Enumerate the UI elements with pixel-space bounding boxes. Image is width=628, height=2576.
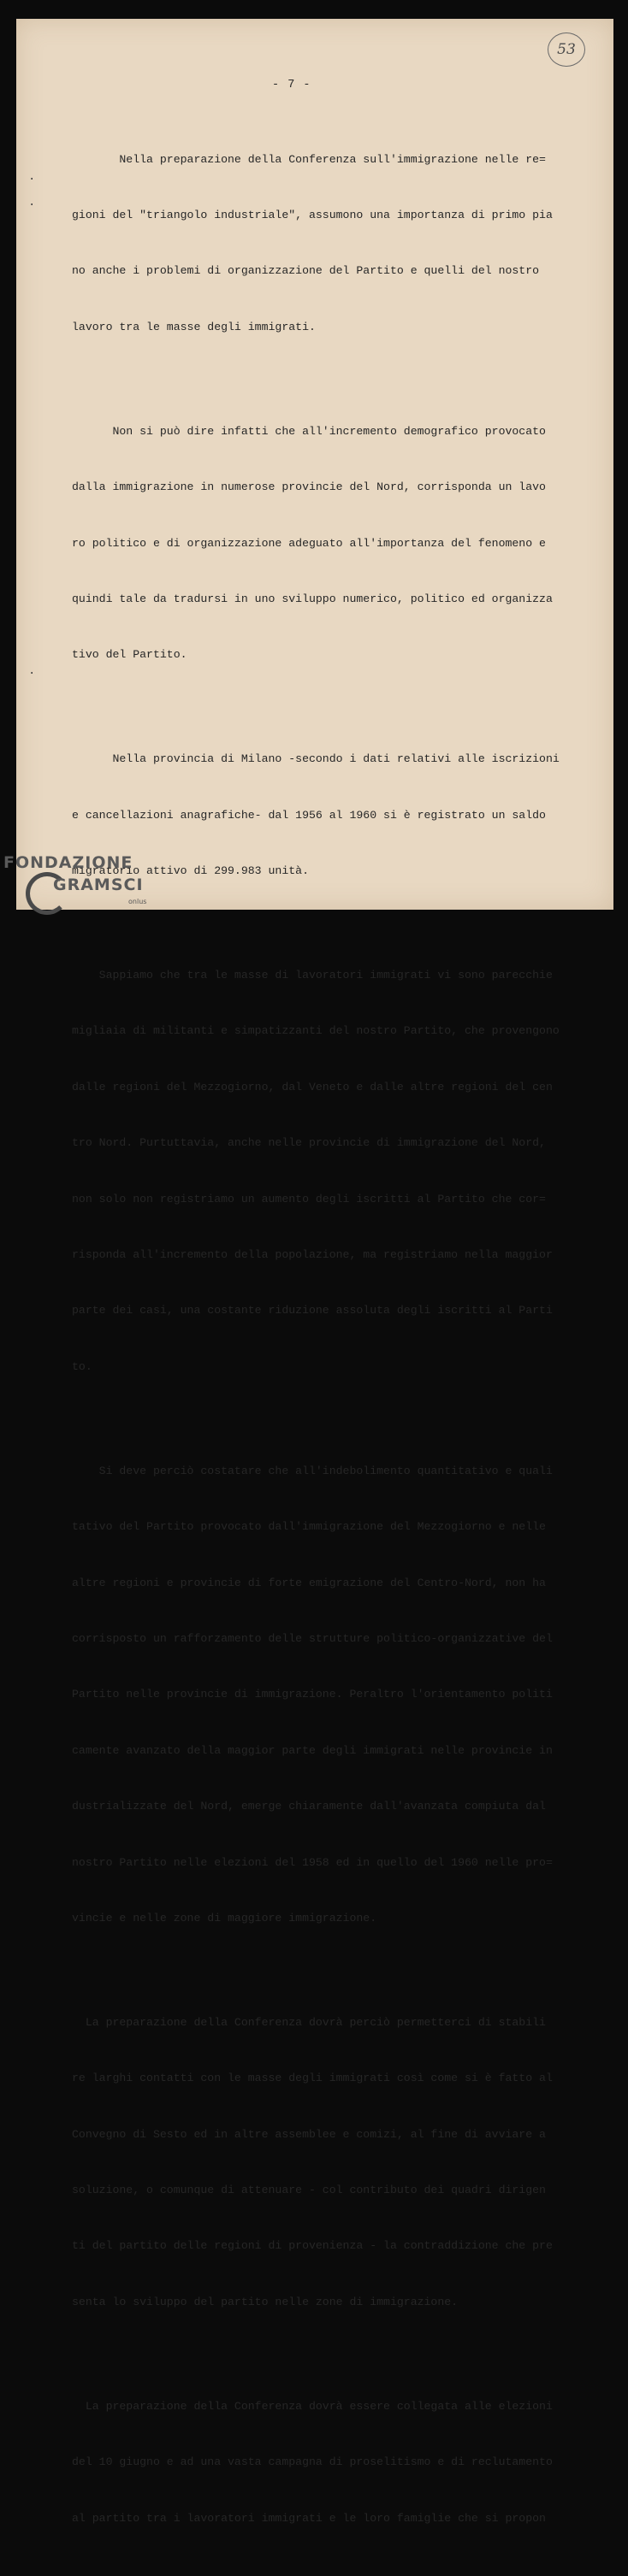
watermark-line-1: FONDAZIONE: [3, 853, 133, 872]
text-line: corrisposto un rafforzamento delle strutture politico-organizzative del: [72, 1631, 553, 1645]
margin-mark: ·: [28, 173, 36, 186]
paragraph-4: [72, 928, 560, 1413]
paragraph-7: [72, 2360, 556, 2565]
text-line: dalla immigrazione in numerose provincie del Nord, corrisponda un lavo: [72, 480, 546, 494]
text-line: gioni del "triangolo industriale", assumono una importanza di primo pia: [72, 208, 553, 221]
text-line: La preparazione della Conferenza dovrà essere collegata alle elezioni: [72, 2399, 553, 2413]
text-line: tro Nord. Purtuttavia, anche nelle provincie di immigrazione del Nord,: [72, 1136, 546, 1150]
watermark-line-2: GRAMSCI: [53, 875, 144, 894]
text-line: migratorio attivo di 299.983 unità.: [72, 864, 309, 878]
text-line: Non si può dire infatti che all'incremento demografico provocato: [72, 424, 546, 438]
page-number: - 7 -: [272, 79, 311, 91]
paragraph-3: [72, 713, 560, 918]
text-line: Si deve perciò costatare che all'indebolimento quantitativo e quali: [72, 1464, 553, 1477]
text-line: no anche i problemi di organizzazione del Partito e quelli del nostro: [72, 264, 540, 278]
text-line: tivo del Partito.: [72, 648, 187, 662]
text-line: to.: [72, 1359, 92, 1373]
paragraph-2: [72, 385, 556, 702]
watermark-suffix: onlus: [128, 898, 147, 905]
margin-mark: ·: [28, 667, 36, 681]
text-line: Convegno di Sesto ed in altre assemblee e comizi, al fine di avviare a: [72, 2127, 546, 2141]
paragraph-5: [72, 1424, 556, 1965]
text-line: migliaia di militanti e simpatizzanti del nostro Partito, che provengono: [72, 1024, 560, 1038]
text-line: dalle regioni del Mezzogiorno, dal Veneto e dalle altre regioni del cen: [72, 1080, 553, 1093]
text-line: ti del partito delle regioni di provenienza - la contraddizione che pre: [72, 2239, 553, 2253]
text-line: Sappiamo che tra le masse di lavoratori immigrati vi sono parecchie: [72, 969, 553, 982]
text-line: lavoro tra le masse degli immigrati.: [72, 320, 316, 333]
text-line: re larghi contatti con le masse degli immigrati così come si è fatto al: [72, 2072, 553, 2085]
margin-mark: ·: [28, 198, 36, 212]
text-line: Partito nelle provincie di immigrazione. Peraltro l'orientamento politi: [72, 1688, 553, 1701]
text-line: quindi tale da tradursi in uno sviluppo numerico, politico ed organizza: [72, 592, 553, 605]
text-line: del 10 giugno e ad una vasta campagna di proselitismo e di reclutamento: [72, 2455, 553, 2469]
paragraph-1: [72, 113, 556, 374]
text-line: risponda all'incremento della popolazione, ma registriamo nella maggior: [72, 1248, 553, 1262]
text-line: nostro Partito nelle elezioni del 1958 ed in quello del 1960 nelle pro=: [72, 1855, 553, 1869]
text-line: camente avanzato della maggior parte degli immigrati nelle provincie in: [72, 1743, 553, 1757]
text-line: al partito tra i lavoratori immigrati e le loro famiglie che si propon: [72, 2511, 546, 2525]
document-body: [72, 113, 560, 2576]
text-line: Nella provincia di Milano -secondo i dati relativi alle iscrizioni: [72, 752, 560, 766]
text-line: non solo non registriamo un aumento degli iscritti al Partito che cor=: [72, 1192, 546, 1205]
text-line: dustrializzate del Nord, emerge chiaramente dall'avanzata compiuta dal: [72, 1800, 546, 1813]
text-line: parte dei casi, una costante riduzione assoluta degli iscritti al Parti: [72, 1304, 553, 1317]
text-line: senta lo sviluppo del partito nelle zone di immigrazione.: [72, 2295, 459, 2308]
text-line: Nella preparazione della Conferenza sull'immigrazione nelle re=: [72, 152, 546, 166]
text-line: vincie e nelle zone di maggiore immigrazione.: [72, 1911, 377, 1925]
text-line: e cancellazioni anagrafiche- dal 1956 al 1960 si è registrato un saldo: [72, 808, 546, 822]
fondazione-gramsci-watermark: [3, 853, 147, 905]
text-line: altre regioni e provincie di forte emigrazione del Centro-Nord, non ha: [72, 1576, 546, 1589]
text-line: soluzione, o comunque di attenuare - col contributo dei quadri dirigen: [72, 2184, 546, 2197]
text-line: tativo del Partito provocato dall'immigrazione del Mezzogiorno e nelle: [72, 1520, 546, 1534]
text-line: La preparazione della Conferenza dovrà perciò permetterci di stabili: [72, 2015, 546, 2029]
archive-number: 53: [557, 41, 576, 58]
archive-number-circle: [548, 32, 585, 67]
text-line: ro politico e di organizzazione adeguato all'importanza del fenomeno e: [72, 536, 546, 550]
paragraph-6: [72, 1976, 556, 2349]
